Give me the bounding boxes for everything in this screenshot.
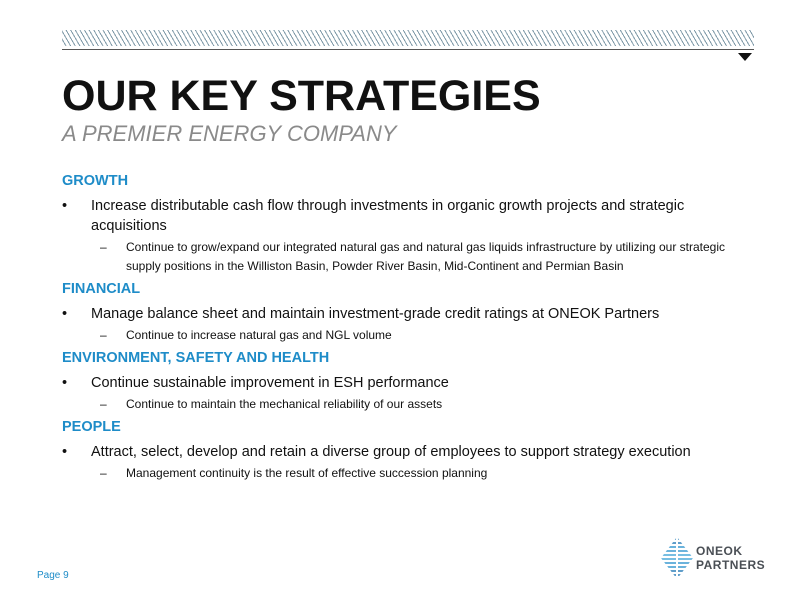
dash-icon: – xyxy=(100,328,107,342)
page-subtitle: A PREMIER ENERGY COMPANY xyxy=(62,121,397,146)
triangle-marker-icon xyxy=(738,53,752,61)
bullet-icon: • xyxy=(62,306,68,322)
page-title: OUR KEY STRATEGIES xyxy=(62,72,541,120)
sub-bullet-item xyxy=(62,464,752,483)
bullet-item xyxy=(62,442,752,462)
section-heading: GROWTH xyxy=(62,173,129,189)
sub-bullet-text: Continue to grow/expand our integrated natural gas and natural gas liquids infrastructure by utilizing our strategic supply positions in the Williston Basin, Powder River Basin, Mid-Continent and Permian Basin xyxy=(126,240,726,273)
section-growth xyxy=(62,172,752,276)
sub-bullet-text: Management continuity is the result of effective succession planning xyxy=(126,466,488,480)
header-rule xyxy=(62,49,754,50)
logo-line-2: PARTNERS xyxy=(696,558,766,572)
section-financial xyxy=(62,280,752,345)
section-heading: PEOPLE xyxy=(62,419,121,435)
page-number: Page 9 xyxy=(37,570,69,581)
dash-icon: – xyxy=(100,466,107,480)
section-people xyxy=(62,418,752,483)
logo-line-1: ONEOK xyxy=(696,544,743,558)
dash-icon: – xyxy=(100,240,107,254)
diamond-logo-icon xyxy=(660,536,694,580)
strategy-list xyxy=(62,172,752,487)
bullet-item xyxy=(62,304,752,324)
section-heading: FINANCIAL xyxy=(62,281,141,297)
sub-bullet-item xyxy=(62,326,752,345)
bullet-item xyxy=(62,196,752,236)
bullet-text: Continue sustainable improvement in ESH performance xyxy=(91,375,449,391)
bullet-icon: • xyxy=(62,444,68,460)
sub-bullet-item xyxy=(62,238,752,276)
bullet-text: Increase distributable cash flow through investments in organic growth projects and strategic acquisitions xyxy=(91,198,685,234)
bullet-text: Attract, select, develop and retain a diverse group of employees to support strategy execution xyxy=(91,444,691,460)
bullet-item xyxy=(62,373,752,393)
sub-bullet-item xyxy=(62,395,752,414)
section-heading: ENVIRONMENT, SAFETY AND HEALTH xyxy=(62,350,330,366)
dash-icon: – xyxy=(100,397,107,411)
bullet-icon: • xyxy=(62,198,68,214)
sub-bullet-text: Continue to increase natural gas and NGL volume xyxy=(126,328,392,342)
oneok-partners-logo xyxy=(660,536,764,582)
bullet-icon: • xyxy=(62,375,68,391)
section-esh xyxy=(62,349,752,414)
sub-bullet-text: Continue to maintain the mechanical reliability of our assets xyxy=(126,397,443,411)
header-hatch-band xyxy=(62,30,754,46)
bullet-text: Manage balance sheet and maintain investment-grade credit ratings at ONEOK Partners xyxy=(91,306,660,322)
